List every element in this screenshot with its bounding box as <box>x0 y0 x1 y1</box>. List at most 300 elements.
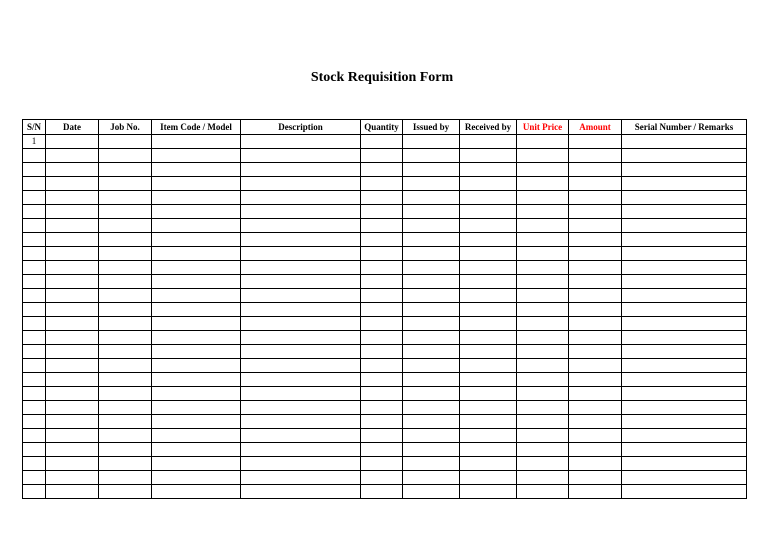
table-cell-description[interactable] <box>241 177 361 191</box>
table-cell-job-no[interactable] <box>99 387 152 401</box>
table-cell-sn[interactable] <box>23 247 46 261</box>
table-cell-remarks[interactable] <box>622 163 747 177</box>
table-cell-unit-price[interactable] <box>517 205 569 219</box>
table-cell-date[interactable] <box>46 415 99 429</box>
table-cell-amount[interactable] <box>569 373 622 387</box>
table-cell-received-by[interactable] <box>460 401 517 415</box>
table-cell-description[interactable] <box>241 317 361 331</box>
table-cell-item-code[interactable] <box>152 373 241 387</box>
table-cell-item-code[interactable] <box>152 359 241 373</box>
table-cell-unit-price[interactable] <box>517 135 569 149</box>
table-cell-unit-price[interactable] <box>517 191 569 205</box>
table-cell-item-code[interactable] <box>152 471 241 485</box>
table-cell-item-code[interactable] <box>152 317 241 331</box>
table-cell-issued-by[interactable] <box>403 275 460 289</box>
table-cell-received-by[interactable] <box>460 261 517 275</box>
table-cell-unit-price[interactable] <box>517 485 569 499</box>
table-row <box>23 415 747 429</box>
table-cell-sn[interactable] <box>23 191 46 205</box>
table-cell-item-code[interactable] <box>152 289 241 303</box>
table-cell-remarks[interactable] <box>622 429 747 443</box>
table-cell-quantity[interactable] <box>361 191 403 205</box>
table-cell-amount[interactable] <box>569 303 622 317</box>
table-cell-sn[interactable] <box>23 373 46 387</box>
table-cell-sn[interactable]: 1 <box>23 135 46 149</box>
table-cell-date[interactable] <box>46 135 99 149</box>
table-cell-remarks[interactable] <box>622 359 747 373</box>
table-row <box>23 289 747 303</box>
table-cell-issued-by[interactable] <box>403 471 460 485</box>
table-cell-remarks[interactable] <box>622 247 747 261</box>
table-cell-item-code[interactable] <box>152 485 241 499</box>
table-cell-issued-by[interactable] <box>403 331 460 345</box>
table-cell-description[interactable] <box>241 275 361 289</box>
table-cell-issued-by[interactable] <box>403 261 460 275</box>
table-cell-amount[interactable] <box>569 317 622 331</box>
table-cell-amount[interactable] <box>569 135 622 149</box>
table-cell-remarks[interactable] <box>622 191 747 205</box>
table-cell-issued-by[interactable] <box>403 429 460 443</box>
table-cell-received-by[interactable] <box>460 415 517 429</box>
table-cell-quantity[interactable] <box>361 163 403 177</box>
table-cell-sn[interactable] <box>23 219 46 233</box>
table-cell-unit-price[interactable] <box>517 317 569 331</box>
table-cell-amount[interactable] <box>569 359 622 373</box>
table-cell-item-code[interactable] <box>152 331 241 345</box>
table-cell-quantity[interactable] <box>361 247 403 261</box>
table-cell-amount[interactable] <box>569 177 622 191</box>
table-cell-quantity[interactable] <box>361 401 403 415</box>
table-cell-received-by[interactable] <box>460 191 517 205</box>
table-cell-date[interactable] <box>46 261 99 275</box>
table-cell-issued-by[interactable] <box>403 443 460 457</box>
table-cell-sn[interactable] <box>23 317 46 331</box>
table-cell-job-no[interactable] <box>99 163 152 177</box>
table-cell-quantity[interactable] <box>361 289 403 303</box>
table-cell-date[interactable] <box>46 303 99 317</box>
table-cell-item-code[interactable] <box>152 429 241 443</box>
table-cell-sn[interactable] <box>23 387 46 401</box>
table-cell-description[interactable] <box>241 401 361 415</box>
table-row <box>23 429 747 443</box>
table-cell-received-by[interactable] <box>460 359 517 373</box>
table-cell-description[interactable] <box>241 429 361 443</box>
table-cell-description[interactable] <box>241 261 361 275</box>
table-cell-received-by[interactable] <box>460 205 517 219</box>
table-cell-sn[interactable] <box>23 163 46 177</box>
table-cell-description[interactable] <box>241 331 361 345</box>
table-cell-remarks[interactable] <box>622 205 747 219</box>
table-cell-job-no[interactable] <box>99 331 152 345</box>
table-cell-unit-price[interactable] <box>517 443 569 457</box>
table-cell-job-no[interactable] <box>99 443 152 457</box>
table-cell-issued-by[interactable] <box>403 373 460 387</box>
table-cell-description[interactable] <box>241 359 361 373</box>
table-cell-received-by[interactable] <box>460 345 517 359</box>
table-cell-quantity[interactable] <box>361 303 403 317</box>
table-cell-sn[interactable] <box>23 331 46 345</box>
table-cell-date[interactable] <box>46 275 99 289</box>
table-cell-date[interactable] <box>46 471 99 485</box>
table-cell-date[interactable] <box>46 485 99 499</box>
table-cell-issued-by[interactable] <box>403 359 460 373</box>
table-cell-date[interactable] <box>46 177 99 191</box>
table-cell-amount[interactable] <box>569 429 622 443</box>
table-cell-remarks[interactable] <box>622 471 747 485</box>
table-cell-remarks[interactable] <box>622 485 747 499</box>
table-cell-sn[interactable] <box>23 443 46 457</box>
table-cell-job-no[interactable] <box>99 485 152 499</box>
table-cell-unit-price[interactable] <box>517 401 569 415</box>
table-cell-received-by[interactable] <box>460 275 517 289</box>
table-cell-unit-price[interactable] <box>517 261 569 275</box>
table-cell-remarks[interactable] <box>622 233 747 247</box>
table-cell-unit-price[interactable] <box>517 275 569 289</box>
table-cell-description[interactable] <box>241 205 361 219</box>
table-cell-item-code[interactable] <box>152 177 241 191</box>
table-cell-description[interactable] <box>241 191 361 205</box>
table-cell-sn[interactable] <box>23 289 46 303</box>
table-cell-issued-by[interactable] <box>403 191 460 205</box>
table-cell-sn[interactable] <box>23 457 46 471</box>
table-cell-remarks[interactable] <box>622 303 747 317</box>
table-cell-sn[interactable] <box>23 345 46 359</box>
table-cell-job-no[interactable] <box>99 401 152 415</box>
table-cell-unit-price[interactable] <box>517 387 569 401</box>
table-cell-quantity[interactable] <box>361 135 403 149</box>
table-cell-job-no[interactable] <box>99 191 152 205</box>
table-cell-issued-by[interactable] <box>403 401 460 415</box>
table-cell-date[interactable] <box>46 247 99 261</box>
table-cell-issued-by[interactable] <box>403 247 460 261</box>
table-cell-amount[interactable] <box>569 289 622 303</box>
table-cell-job-no[interactable] <box>99 135 152 149</box>
table-cell-issued-by[interactable] <box>403 415 460 429</box>
table-cell-date[interactable] <box>46 331 99 345</box>
table-cell-remarks[interactable] <box>622 135 747 149</box>
table-cell-unit-price[interactable] <box>517 359 569 373</box>
table-cell-received-by[interactable] <box>460 233 517 247</box>
table-cell-job-no[interactable] <box>99 219 152 233</box>
table-cell-amount[interactable] <box>569 149 622 163</box>
table-cell-sn[interactable] <box>23 275 46 289</box>
table-cell-quantity[interactable] <box>361 219 403 233</box>
table-cell-description[interactable] <box>241 233 361 247</box>
table-cell-issued-by[interactable] <box>403 457 460 471</box>
table-cell-item-code[interactable] <box>152 457 241 471</box>
table-cell-remarks[interactable] <box>622 289 747 303</box>
table-cell-job-no[interactable] <box>99 177 152 191</box>
table-cell-unit-price[interactable] <box>517 345 569 359</box>
table-cell-remarks[interactable] <box>622 373 747 387</box>
table-cell-description[interactable] <box>241 443 361 457</box>
table-cell-sn[interactable] <box>23 177 46 191</box>
table-cell-received-by[interactable] <box>460 387 517 401</box>
table-cell-amount[interactable] <box>569 219 622 233</box>
table-cell-quantity[interactable] <box>361 443 403 457</box>
table-cell-amount[interactable] <box>569 275 622 289</box>
table-cell-date[interactable] <box>46 443 99 457</box>
table-cell-sn[interactable] <box>23 429 46 443</box>
table-cell-item-code[interactable] <box>152 261 241 275</box>
table-cell-date[interactable] <box>46 219 99 233</box>
table-cell-amount[interactable] <box>569 233 622 247</box>
table-cell-date[interactable] <box>46 345 99 359</box>
table-cell-unit-price[interactable] <box>517 247 569 261</box>
table-row <box>23 317 747 331</box>
table-cell-unit-price[interactable] <box>517 457 569 471</box>
column-header-amount: Amount <box>569 120 622 135</box>
table-cell-issued-by[interactable] <box>403 303 460 317</box>
table-cell-date[interactable] <box>46 191 99 205</box>
table-cell-job-no[interactable] <box>99 457 152 471</box>
table-cell-received-by[interactable] <box>460 373 517 387</box>
table-cell-job-no[interactable] <box>99 303 152 317</box>
column-header-unit-price: Unit Price <box>517 120 569 135</box>
table-cell-issued-by[interactable] <box>403 205 460 219</box>
table-cell-item-code[interactable] <box>152 233 241 247</box>
table-cell-amount[interactable] <box>569 387 622 401</box>
table-cell-received-by[interactable] <box>460 219 517 233</box>
table-cell-quantity[interactable] <box>361 177 403 191</box>
table-cell-remarks[interactable] <box>622 415 747 429</box>
table-cell-remarks[interactable] <box>622 345 747 359</box>
table-cell-quantity[interactable] <box>361 233 403 247</box>
table-cell-unit-price[interactable] <box>517 149 569 163</box>
table-cell-item-code[interactable] <box>152 345 241 359</box>
table-cell-item-code[interactable] <box>152 387 241 401</box>
table-cell-description[interactable] <box>241 373 361 387</box>
table-cell-issued-by[interactable] <box>403 345 460 359</box>
table-cell-unit-price[interactable] <box>517 303 569 317</box>
table-cell-sn[interactable] <box>23 471 46 485</box>
column-header-date: Date <box>46 120 99 135</box>
table-cell-date[interactable] <box>46 163 99 177</box>
table-cell-received-by[interactable] <box>460 317 517 331</box>
table-cell-amount[interactable] <box>569 205 622 219</box>
table-row <box>23 149 747 163</box>
table-cell-item-code[interactable] <box>152 205 241 219</box>
table-cell-job-no[interactable] <box>99 373 152 387</box>
table-cell-received-by[interactable] <box>460 247 517 261</box>
table-cell-item-code[interactable] <box>152 415 241 429</box>
table-cell-sn[interactable] <box>23 233 46 247</box>
table-cell-description[interactable] <box>241 163 361 177</box>
table-cell-description[interactable] <box>241 457 361 471</box>
table-cell-issued-by[interactable] <box>403 149 460 163</box>
table-cell-quantity[interactable] <box>361 359 403 373</box>
table-cell-job-no[interactable] <box>99 289 152 303</box>
table-cell-remarks[interactable] <box>622 317 747 331</box>
table-cell-job-no[interactable] <box>99 233 152 247</box>
table-cell-received-by[interactable] <box>460 443 517 457</box>
table-cell-quantity[interactable] <box>361 387 403 401</box>
table-cell-remarks[interactable] <box>622 261 747 275</box>
table-cell-received-by[interactable] <box>460 471 517 485</box>
table-cell-description[interactable] <box>241 485 361 499</box>
table-cell-job-no[interactable] <box>99 275 152 289</box>
table-cell-description[interactable] <box>241 149 361 163</box>
table-cell-job-no[interactable] <box>99 345 152 359</box>
table-cell-remarks[interactable] <box>622 177 747 191</box>
table-cell-quantity[interactable] <box>361 317 403 331</box>
column-header-description: Description <box>241 120 361 135</box>
table-cell-received-by[interactable] <box>460 289 517 303</box>
table-cell-received-by[interactable] <box>460 429 517 443</box>
table-cell-sn[interactable] <box>23 303 46 317</box>
table-cell-received-by[interactable] <box>460 331 517 345</box>
table-cell-description[interactable] <box>241 471 361 485</box>
table-cell-quantity[interactable] <box>361 261 403 275</box>
table-cell-description[interactable] <box>241 219 361 233</box>
table-cell-date[interactable] <box>46 289 99 303</box>
table-cell-date[interactable] <box>46 317 99 331</box>
table-cell-quantity[interactable] <box>361 485 403 499</box>
table-cell-issued-by[interactable] <box>403 135 460 149</box>
table-cell-unit-price[interactable] <box>517 471 569 485</box>
table-cell-item-code[interactable] <box>152 247 241 261</box>
table-cell-unit-price[interactable] <box>517 163 569 177</box>
table-cell-job-no[interactable] <box>99 359 152 373</box>
table-cell-unit-price[interactable] <box>517 177 569 191</box>
table-cell-description[interactable] <box>241 303 361 317</box>
table-cell-received-by[interactable] <box>460 135 517 149</box>
table-cell-item-code[interactable] <box>152 219 241 233</box>
table-cell-sn[interactable] <box>23 401 46 415</box>
table-cell-issued-by[interactable] <box>403 485 460 499</box>
table-cell-received-by[interactable] <box>460 303 517 317</box>
table-cell-quantity[interactable] <box>361 457 403 471</box>
table-cell-job-no[interactable] <box>99 261 152 275</box>
table-cell-unit-price[interactable] <box>517 233 569 247</box>
table-cell-issued-by[interactable] <box>403 177 460 191</box>
table-cell-amount[interactable] <box>569 191 622 205</box>
table-cell-issued-by[interactable] <box>403 219 460 233</box>
table-cell-job-no[interactable] <box>99 247 152 261</box>
table-cell-amount[interactable] <box>569 457 622 471</box>
table-cell-sn[interactable] <box>23 415 46 429</box>
table-cell-date[interactable] <box>46 373 99 387</box>
table-row <box>23 275 747 289</box>
table-cell-amount[interactable] <box>569 345 622 359</box>
table-cell-remarks[interactable] <box>622 457 747 471</box>
table-cell-description[interactable] <box>241 345 361 359</box>
table-cell-description[interactable] <box>241 247 361 261</box>
table-cell-description[interactable] <box>241 135 361 149</box>
table-cell-received-by[interactable] <box>460 485 517 499</box>
table-cell-unit-price[interactable] <box>517 289 569 303</box>
table-cell-description[interactable] <box>241 387 361 401</box>
table-cell-quantity[interactable] <box>361 149 403 163</box>
table-cell-job-no[interactable] <box>99 205 152 219</box>
table-cell-amount[interactable] <box>569 331 622 345</box>
table-cell-remarks[interactable] <box>622 401 747 415</box>
table-cell-amount[interactable] <box>569 471 622 485</box>
table-cell-date[interactable] <box>46 149 99 163</box>
table-cell-remarks[interactable] <box>622 443 747 457</box>
table-cell-date[interactable] <box>46 233 99 247</box>
table-cell-unit-price[interactable] <box>517 429 569 443</box>
table-cell-sn[interactable] <box>23 359 46 373</box>
table-cell-sn[interactable] <box>23 149 46 163</box>
table-cell-item-code[interactable] <box>152 401 241 415</box>
table-cell-remarks[interactable] <box>622 387 747 401</box>
table-cell-quantity[interactable] <box>361 429 403 443</box>
table-row <box>23 331 747 345</box>
table-cell-received-by[interactable] <box>460 177 517 191</box>
table-cell-quantity[interactable] <box>361 331 403 345</box>
table-cell-remarks[interactable] <box>622 219 747 233</box>
table-cell-quantity[interactable] <box>361 471 403 485</box>
table-cell-quantity[interactable] <box>361 345 403 359</box>
table-cell-item-code[interactable] <box>152 135 241 149</box>
table-cell-issued-by[interactable] <box>403 233 460 247</box>
table-cell-item-code[interactable] <box>152 275 241 289</box>
table-cell-item-code[interactable] <box>152 191 241 205</box>
table-cell-remarks[interactable] <box>622 331 747 345</box>
table-cell-amount[interactable] <box>569 247 622 261</box>
table-cell-job-no[interactable] <box>99 317 152 331</box>
table-cell-issued-by[interactable] <box>403 387 460 401</box>
table-cell-date[interactable] <box>46 359 99 373</box>
table-cell-sn[interactable] <box>23 485 46 499</box>
table-cell-date[interactable] <box>46 457 99 471</box>
table-cell-date[interactable] <box>46 205 99 219</box>
form-title: Stock Requisition Form <box>310 70 454 85</box>
table-cell-remarks[interactable] <box>622 149 747 163</box>
table-cell-amount[interactable] <box>569 401 622 415</box>
table-cell-job-no[interactable] <box>99 471 152 485</box>
table-cell-item-code[interactable] <box>152 149 241 163</box>
table-cell-amount[interactable] <box>569 261 622 275</box>
table-cell-job-no[interactable] <box>99 429 152 443</box>
table-cell-quantity[interactable] <box>361 373 403 387</box>
table-cell-received-by[interactable] <box>460 457 517 471</box>
table-cell-sn[interactable] <box>23 261 46 275</box>
table-cell-remarks[interactable] <box>622 275 747 289</box>
table-cell-issued-by[interactable] <box>403 289 460 303</box>
table-cell-amount[interactable] <box>569 415 622 429</box>
table-cell-date[interactable] <box>46 387 99 401</box>
table-cell-job-no[interactable] <box>99 415 152 429</box>
table-cell-description[interactable] <box>241 289 361 303</box>
table-cell-issued-by[interactable] <box>403 163 460 177</box>
table-cell-item-code[interactable] <box>152 163 241 177</box>
table-cell-unit-price[interactable] <box>517 373 569 387</box>
table-cell-unit-price[interactable] <box>517 219 569 233</box>
table-cell-item-code[interactable] <box>152 303 241 317</box>
table-cell-sn[interactable] <box>23 205 46 219</box>
table-row <box>23 135 747 149</box>
table-cell-amount[interactable] <box>569 485 622 499</box>
table-cell-unit-price[interactable] <box>517 415 569 429</box>
table-row <box>23 247 747 261</box>
table-cell-amount[interactable] <box>569 443 622 457</box>
table-cell-quantity[interactable] <box>361 275 403 289</box>
table-cell-amount[interactable] <box>569 163 622 177</box>
table-cell-date[interactable] <box>46 401 99 415</box>
table-cell-issued-by[interactable] <box>403 317 460 331</box>
table-cell-unit-price[interactable] <box>517 331 569 345</box>
table-cell-quantity[interactable] <box>361 205 403 219</box>
table-cell-received-by[interactable] <box>460 163 517 177</box>
table-cell-received-by[interactable] <box>460 149 517 163</box>
table-cell-quantity[interactable] <box>361 415 403 429</box>
table-cell-description[interactable] <box>241 415 361 429</box>
table-cell-date[interactable] <box>46 429 99 443</box>
table-cell-job-no[interactable] <box>99 149 152 163</box>
table-cell-item-code[interactable] <box>152 443 241 457</box>
